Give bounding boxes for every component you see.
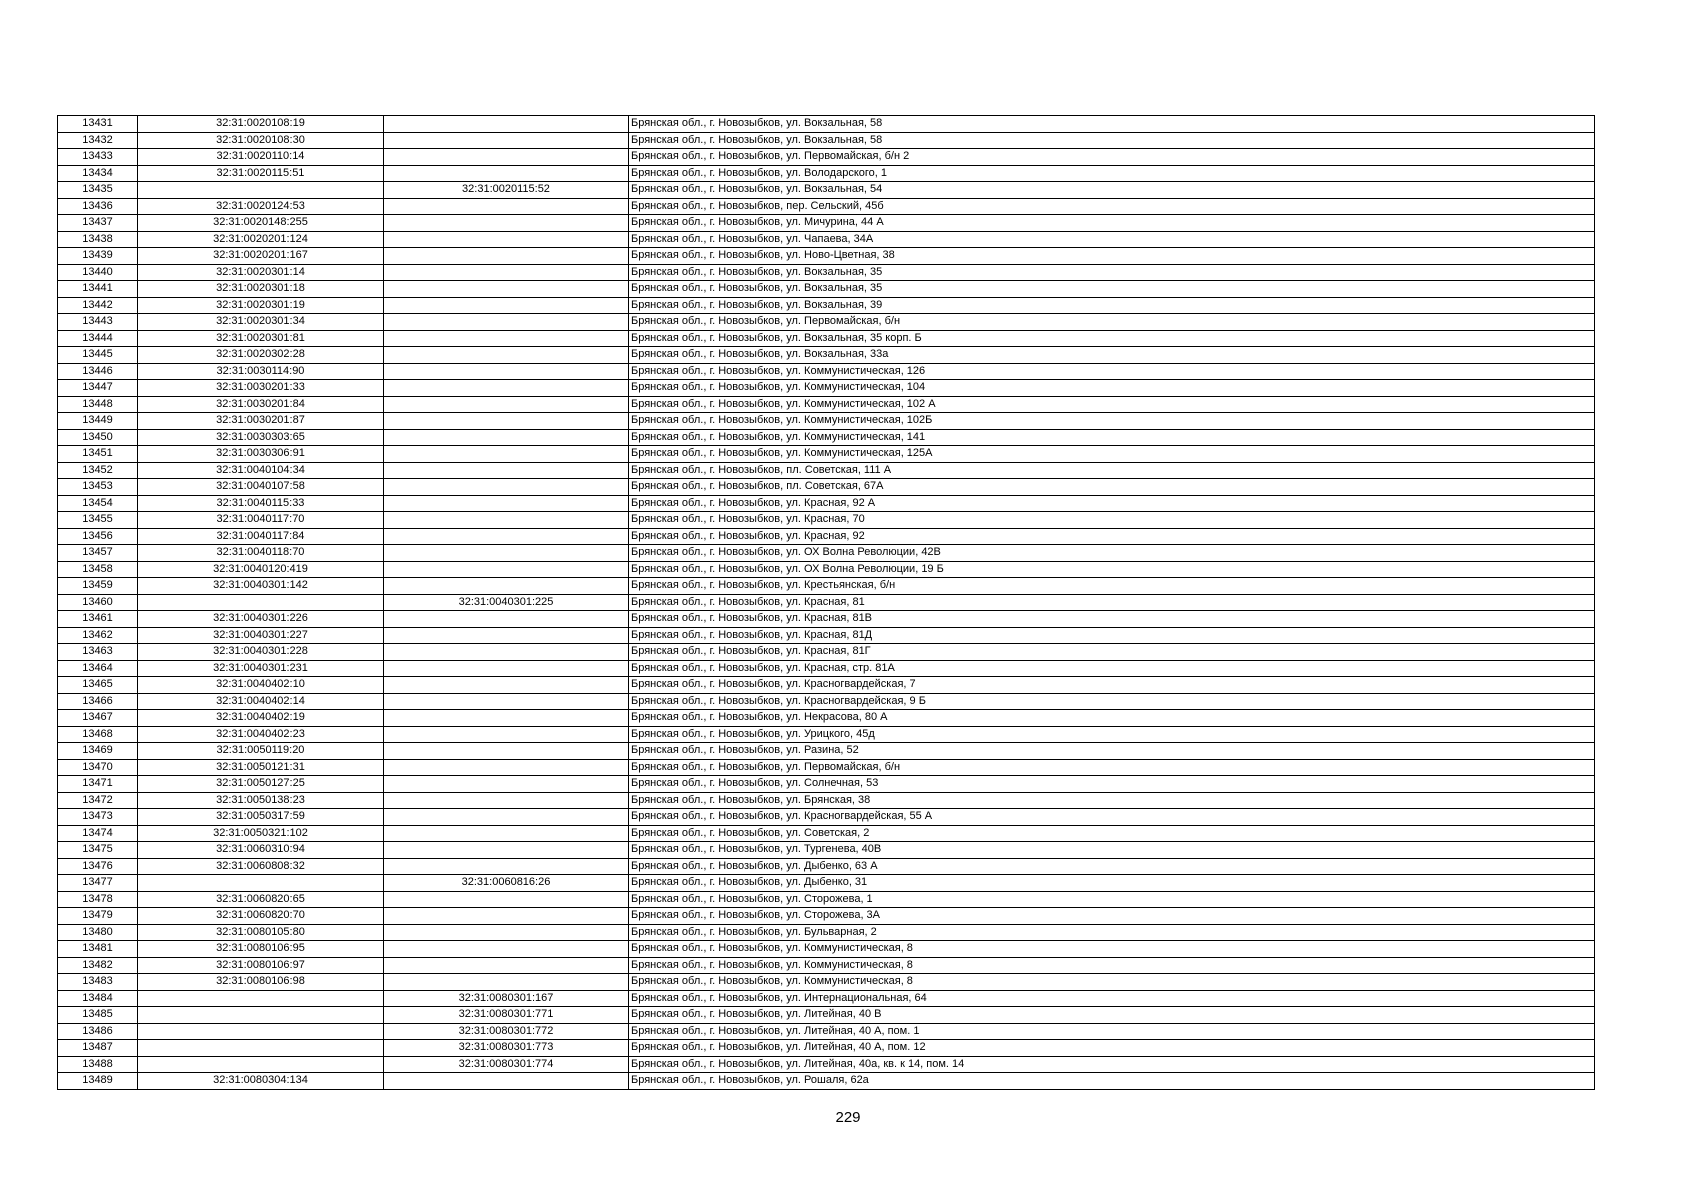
row-number-cell: 13466 bbox=[58, 693, 138, 710]
cadastral-number-cell: 32:31:0050127:25 bbox=[138, 776, 384, 793]
row-number-cell: 13453 bbox=[58, 479, 138, 496]
cadastral-number-cell: 32:31:0040301:228 bbox=[138, 644, 384, 661]
cadastral-number-cell: 32:31:0050121:31 bbox=[138, 759, 384, 776]
secondary-cadastral-number-cell bbox=[384, 627, 629, 644]
cadastral-number-cell: 32:31:0080105:80 bbox=[138, 924, 384, 941]
row-number-cell: 13431 bbox=[58, 116, 138, 133]
address-cell: Брянская обл., г. Новозыбков, ул. Дыбенко, 31 bbox=[629, 875, 1595, 892]
cadastral-number-cell: 32:31:0060310:94 bbox=[138, 842, 384, 859]
secondary-cadastral-number-cell bbox=[384, 941, 629, 958]
table-row bbox=[58, 743, 1595, 760]
address-cell: Брянская обл., г. Новозыбков, ул. Сторожева, 1 bbox=[629, 891, 1595, 908]
cadastral-number-cell: 32:31:0020201:167 bbox=[138, 248, 384, 265]
address-cell: Брянская обл., г. Новозыбков, ул. Брянская, 38 bbox=[629, 792, 1595, 809]
row-number-cell: 13446 bbox=[58, 363, 138, 380]
address-cell: Брянская обл., г. Новозыбков, ул. Вокзальная, 35 bbox=[629, 264, 1595, 281]
cadastral-number-cell: 32:31:0040402:19 bbox=[138, 710, 384, 727]
cadastral-number-cell: 32:31:0040402:14 bbox=[138, 693, 384, 710]
table-row bbox=[58, 380, 1595, 397]
table-row bbox=[58, 660, 1595, 677]
secondary-cadastral-number-cell bbox=[384, 842, 629, 859]
row-number-cell: 13454 bbox=[58, 495, 138, 512]
address-cell: Брянская обл., г. Новозыбков, ул. Вокзальная, 39 bbox=[629, 297, 1595, 314]
cadastral-number-cell bbox=[138, 182, 384, 199]
address-cell: Брянская обл., г. Новозыбков, ул. Красная, 81Г bbox=[629, 644, 1595, 661]
secondary-cadastral-number-cell bbox=[384, 132, 629, 149]
secondary-cadastral-number-cell bbox=[384, 908, 629, 925]
cadastral-number-cell: 32:31:0020124:53 bbox=[138, 198, 384, 215]
table-row bbox=[58, 809, 1595, 826]
address-cell: Брянская обл., г. Новозыбков, ул. Тургенева, 40В bbox=[629, 842, 1595, 859]
table-row bbox=[58, 1040, 1595, 1057]
table-row bbox=[58, 759, 1595, 776]
cadastral-number-cell: 32:31:0020301:34 bbox=[138, 314, 384, 331]
cadastral-number-cell bbox=[138, 1007, 384, 1024]
table-row bbox=[58, 528, 1595, 545]
row-number-cell: 13485 bbox=[58, 1007, 138, 1024]
address-cell: Брянская обл., г. Новозыбков, ул. Вокзальная, 58 bbox=[629, 116, 1595, 133]
table-row bbox=[58, 957, 1595, 974]
registry-table-body bbox=[58, 116, 1595, 1090]
address-cell: Брянская обл., г. Новозыбков, ул. Литейная, 40 А, пом. 1 bbox=[629, 1023, 1595, 1040]
cadastral-number-cell: 32:31:0020115:51 bbox=[138, 165, 384, 182]
address-cell: Брянская обл., г. Новозыбков, ул. Интернациональная, 64 bbox=[629, 990, 1595, 1007]
table-row bbox=[58, 1056, 1595, 1073]
address-cell: Брянская обл., г. Новозыбков, ул. Вокзальная, 35 bbox=[629, 281, 1595, 298]
row-number-cell: 13461 bbox=[58, 611, 138, 628]
secondary-cadastral-number-cell bbox=[384, 347, 629, 364]
secondary-cadastral-number-cell bbox=[384, 215, 629, 232]
address-cell: Брянская обл., г. Новозыбков, ул. Красная, 81Д bbox=[629, 627, 1595, 644]
row-number-cell: 13462 bbox=[58, 627, 138, 644]
cadastral-number-cell: 32:31:0020301:18 bbox=[138, 281, 384, 298]
secondary-cadastral-number-cell bbox=[384, 710, 629, 727]
secondary-cadastral-number-cell bbox=[384, 380, 629, 397]
address-cell: Брянская обл., г. Новозыбков, ул. Ново-Цветная, 38 bbox=[629, 248, 1595, 265]
row-number-cell: 13455 bbox=[58, 512, 138, 529]
row-number-cell: 13487 bbox=[58, 1040, 138, 1057]
secondary-cadastral-number-cell: 32:31:0040301:225 bbox=[384, 594, 629, 611]
table-row bbox=[58, 693, 1595, 710]
row-number-cell: 13459 bbox=[58, 578, 138, 595]
secondary-cadastral-number-cell bbox=[384, 743, 629, 760]
secondary-cadastral-number-cell: 32:31:0080301:167 bbox=[384, 990, 629, 1007]
row-number-cell: 13457 bbox=[58, 545, 138, 562]
address-cell: Брянская обл., г. Новозыбков, ул. Красная, 92 А bbox=[629, 495, 1595, 512]
address-cell: Брянская обл., г. Новозыбков, ул. Первомайская, б/н bbox=[629, 759, 1595, 776]
secondary-cadastral-number-cell bbox=[384, 545, 629, 562]
table-row bbox=[58, 627, 1595, 644]
row-number-cell: 13440 bbox=[58, 264, 138, 281]
table-row bbox=[58, 842, 1595, 859]
cadastral-number-cell bbox=[138, 1040, 384, 1057]
table-row bbox=[58, 1023, 1595, 1040]
secondary-cadastral-number-cell: 32:31:0060816:26 bbox=[384, 875, 629, 892]
cadastral-number-cell: 32:31:0040402:23 bbox=[138, 726, 384, 743]
table-row bbox=[58, 726, 1595, 743]
row-number-cell: 13465 bbox=[58, 677, 138, 694]
secondary-cadastral-number-cell bbox=[384, 281, 629, 298]
secondary-cadastral-number-cell bbox=[384, 512, 629, 529]
address-cell: Брянская обл., г. Новозыбков, пл. Советская, 67А bbox=[629, 479, 1595, 496]
row-number-cell: 13433 bbox=[58, 149, 138, 166]
address-cell: Брянская обл., г. Новозыбков, ул. Первомайская, б/н 2 bbox=[629, 149, 1595, 166]
row-number-cell: 13467 bbox=[58, 710, 138, 727]
address-cell: Брянская обл., г. Новозыбков, ул. Разина, 52 bbox=[629, 743, 1595, 760]
table-row bbox=[58, 231, 1595, 248]
table-row bbox=[58, 908, 1595, 925]
address-cell: Брянская обл., г. Новозыбков, ул. Вокзальная, 58 bbox=[629, 132, 1595, 149]
address-cell: Брянская обл., г. Новозыбков, ул. Красная, 81 bbox=[629, 594, 1595, 611]
cadastral-number-cell: 32:31:0050138:23 bbox=[138, 792, 384, 809]
address-cell: Брянская обл., г. Новозыбков, ул. Коммунистическая, 102Б bbox=[629, 413, 1595, 430]
address-cell: Брянская обл., г. Новозыбков, ул. Литейная, 40а, кв. к 14, пом. 14 bbox=[629, 1056, 1595, 1073]
cadastral-number-cell: 32:31:0030201:84 bbox=[138, 396, 384, 413]
table-row bbox=[58, 710, 1595, 727]
secondary-cadastral-number-cell bbox=[384, 726, 629, 743]
secondary-cadastral-number-cell: 32:31:0020115:52 bbox=[384, 182, 629, 199]
row-number-cell: 13437 bbox=[58, 215, 138, 232]
row-number-cell: 13460 bbox=[58, 594, 138, 611]
table-row bbox=[58, 429, 1595, 446]
table-row bbox=[58, 990, 1595, 1007]
secondary-cadastral-number-cell bbox=[384, 264, 629, 281]
cadastral-number-cell bbox=[138, 875, 384, 892]
table-row bbox=[58, 891, 1595, 908]
address-cell: Брянская обл., г. Новозыбков, пл. Советская, 111 А bbox=[629, 462, 1595, 479]
secondary-cadastral-number-cell bbox=[384, 858, 629, 875]
row-number-cell: 13447 bbox=[58, 380, 138, 397]
table-row bbox=[58, 545, 1595, 562]
table-row bbox=[58, 363, 1595, 380]
cadastral-number-cell: 32:31:0050321:102 bbox=[138, 825, 384, 842]
table-row bbox=[58, 198, 1595, 215]
secondary-cadastral-number-cell bbox=[384, 924, 629, 941]
cadastral-number-cell: 32:31:0040120:419 bbox=[138, 561, 384, 578]
secondary-cadastral-number-cell bbox=[384, 776, 629, 793]
table-row bbox=[58, 1073, 1595, 1090]
cadastral-number-cell: 32:31:0040117:84 bbox=[138, 528, 384, 545]
row-number-cell: 13486 bbox=[58, 1023, 138, 1040]
cadastral-number-cell: 32:31:0050119:20 bbox=[138, 743, 384, 760]
secondary-cadastral-number-cell bbox=[384, 677, 629, 694]
secondary-cadastral-number-cell bbox=[384, 429, 629, 446]
table-row bbox=[58, 561, 1595, 578]
cadastral-number-cell: 32:31:0020301:14 bbox=[138, 264, 384, 281]
address-cell: Брянская обл., г. Новозыбков, ул. Красная, 70 bbox=[629, 512, 1595, 529]
table-row bbox=[58, 248, 1595, 265]
address-cell: Брянская обл., г. Новозыбков, ул. Некрасова, 80 А bbox=[629, 710, 1595, 727]
row-number-cell: 13432 bbox=[58, 132, 138, 149]
secondary-cadastral-number-cell bbox=[384, 363, 629, 380]
secondary-cadastral-number-cell bbox=[384, 231, 629, 248]
secondary-cadastral-number-cell bbox=[384, 446, 629, 463]
address-cell: Брянская обл., г. Новозыбков, ул. ОХ Волна Революции, 42В bbox=[629, 545, 1595, 562]
address-cell: Брянская обл., г. Новозыбков, ул. Коммунистическая, 141 bbox=[629, 429, 1595, 446]
address-cell: Брянская обл., г. Новозыбков, ул. Коммунистическая, 102 А bbox=[629, 396, 1595, 413]
cadastral-number-cell: 32:31:0030114:90 bbox=[138, 363, 384, 380]
table-row bbox=[58, 215, 1595, 232]
cadastral-number-cell: 32:31:0040301:226 bbox=[138, 611, 384, 628]
address-cell: Брянская обл., г. Новозыбков, ул. Рошаля, 62а bbox=[629, 1073, 1595, 1090]
row-number-cell: 13435 bbox=[58, 182, 138, 199]
row-number-cell: 13449 bbox=[58, 413, 138, 430]
table-row bbox=[58, 792, 1595, 809]
row-number-cell: 13450 bbox=[58, 429, 138, 446]
secondary-cadastral-number-cell bbox=[384, 644, 629, 661]
row-number-cell: 13479 bbox=[58, 908, 138, 925]
cadastral-number-cell: 32:31:0020201:124 bbox=[138, 231, 384, 248]
table-row bbox=[58, 413, 1595, 430]
table-row bbox=[58, 611, 1595, 628]
row-number-cell: 13464 bbox=[58, 660, 138, 677]
secondary-cadastral-number-cell bbox=[384, 891, 629, 908]
secondary-cadastral-number-cell bbox=[384, 248, 629, 265]
row-number-cell: 13470 bbox=[58, 759, 138, 776]
row-number-cell: 13444 bbox=[58, 330, 138, 347]
secondary-cadastral-number-cell: 32:31:0080301:772 bbox=[384, 1023, 629, 1040]
address-cell: Брянская обл., г. Новозыбков, ул. Володарского, 1 bbox=[629, 165, 1595, 182]
address-cell: Брянская обл., г. Новозыбков, ул. Красногвардейская, 7 bbox=[629, 677, 1595, 694]
secondary-cadastral-number-cell bbox=[384, 1073, 629, 1090]
address-cell: Брянская обл., г. Новозыбков, ул. Дыбенко, 63 А bbox=[629, 858, 1595, 875]
table-row bbox=[58, 347, 1595, 364]
row-number-cell: 13482 bbox=[58, 957, 138, 974]
cadastral-number-cell: 32:31:0020301:81 bbox=[138, 330, 384, 347]
address-cell: Брянская обл., г. Новозыбков, ул. Сторожева, 3А bbox=[629, 908, 1595, 925]
row-number-cell: 13478 bbox=[58, 891, 138, 908]
cadastral-number-cell: 32:31:0080106:95 bbox=[138, 941, 384, 958]
address-cell: Брянская обл., г. Новозыбков, ул. Коммунистическая, 126 bbox=[629, 363, 1595, 380]
row-number-cell: 13480 bbox=[58, 924, 138, 941]
table-row bbox=[58, 264, 1595, 281]
row-number-cell: 13463 bbox=[58, 644, 138, 661]
row-number-cell: 13443 bbox=[58, 314, 138, 331]
address-cell: Брянская обл., г. Новозыбков, ул. Красная, 81В bbox=[629, 611, 1595, 628]
row-number-cell: 13477 bbox=[58, 875, 138, 892]
table-row bbox=[58, 644, 1595, 661]
row-number-cell: 13442 bbox=[58, 297, 138, 314]
secondary-cadastral-number-cell bbox=[384, 297, 629, 314]
table-row bbox=[58, 281, 1595, 298]
table-row bbox=[58, 330, 1595, 347]
row-number-cell: 13489 bbox=[58, 1073, 138, 1090]
row-number-cell: 13456 bbox=[58, 528, 138, 545]
row-number-cell: 13483 bbox=[58, 974, 138, 991]
cadastral-number-cell: 32:31:0040301:227 bbox=[138, 627, 384, 644]
address-cell: Брянская обл., г. Новозыбков, пер. Сельский, 45б bbox=[629, 198, 1595, 215]
table-row bbox=[58, 396, 1595, 413]
secondary-cadastral-number-cell bbox=[384, 974, 629, 991]
address-cell: Брянская обл., г. Новозыбков, ул. Крестьянская, б/н bbox=[629, 578, 1595, 595]
table-row bbox=[58, 776, 1595, 793]
address-cell: Брянская обл., г. Новозыбков, ул. Урицкого, 45д bbox=[629, 726, 1595, 743]
row-number-cell: 13474 bbox=[58, 825, 138, 842]
address-cell: Брянская обл., г. Новозыбков, ул. Красногвардейская, 9 Б bbox=[629, 693, 1595, 710]
row-number-cell: 13451 bbox=[58, 446, 138, 463]
table-row bbox=[58, 116, 1595, 133]
secondary-cadastral-number-cell: 32:31:0080301:773 bbox=[384, 1040, 629, 1057]
address-cell: Брянская обл., г. Новозыбков, ул. Красногвардейская, 55 А bbox=[629, 809, 1595, 826]
address-cell: Брянская обл., г. Новозыбков, ул. Чапаева, 34А bbox=[629, 231, 1595, 248]
cadastral-number-cell: 32:31:0080304:134 bbox=[138, 1073, 384, 1090]
secondary-cadastral-number-cell bbox=[384, 759, 629, 776]
cadastral-number-cell: 32:31:0060820:70 bbox=[138, 908, 384, 925]
table-row bbox=[58, 182, 1595, 199]
row-number-cell: 13436 bbox=[58, 198, 138, 215]
secondary-cadastral-number-cell bbox=[384, 809, 629, 826]
secondary-cadastral-number-cell bbox=[384, 528, 629, 545]
secondary-cadastral-number-cell bbox=[384, 578, 629, 595]
address-cell: Брянская обл., г. Новозыбков, ул. Вокзальная, 54 bbox=[629, 182, 1595, 199]
address-cell: Брянская обл., г. Новозыбков, ул. Коммунистическая, 104 bbox=[629, 380, 1595, 397]
secondary-cadastral-number-cell: 32:31:0080301:771 bbox=[384, 1007, 629, 1024]
cadastral-number-cell: 32:31:0030306:91 bbox=[138, 446, 384, 463]
address-cell: Брянская обл., г. Новозыбков, ул. Вокзальная, 33а bbox=[629, 347, 1595, 364]
row-number-cell: 13475 bbox=[58, 842, 138, 859]
address-cell: Брянская обл., г. Новозыбков, ул. Солнечная, 53 bbox=[629, 776, 1595, 793]
table-row bbox=[58, 314, 1595, 331]
address-cell: Брянская обл., г. Новозыбков, ул. Коммунистическая, 8 bbox=[629, 957, 1595, 974]
cadastral-number-cell: 32:31:0040301:231 bbox=[138, 660, 384, 677]
cadastral-number-cell: 32:31:0080106:97 bbox=[138, 957, 384, 974]
cadastral-number-cell: 32:31:0020148:255 bbox=[138, 215, 384, 232]
row-number-cell: 13434 bbox=[58, 165, 138, 182]
registry-table bbox=[57, 115, 1595, 1090]
row-number-cell: 13448 bbox=[58, 396, 138, 413]
cadastral-number-cell: 32:31:0030303:65 bbox=[138, 429, 384, 446]
cadastral-number-cell: 32:31:0020108:19 bbox=[138, 116, 384, 133]
row-number-cell: 13473 bbox=[58, 809, 138, 826]
secondary-cadastral-number-cell bbox=[384, 693, 629, 710]
cadastral-number-cell: 32:31:0060808:32 bbox=[138, 858, 384, 875]
cadastral-number-cell: 32:31:0040118:70 bbox=[138, 545, 384, 562]
table-row bbox=[58, 1007, 1595, 1024]
secondary-cadastral-number-cell bbox=[384, 330, 629, 347]
address-cell: Брянская обл., г. Новозыбков, ул. Литейная, 40 А, пом. 12 bbox=[629, 1040, 1595, 1057]
table-row bbox=[58, 446, 1595, 463]
address-cell: Брянская обл., г. Новозыбков, ул. Коммунистическая, 8 bbox=[629, 941, 1595, 958]
address-cell: Брянская обл., г. Новозыбков, ул. Первомайская, б/н bbox=[629, 314, 1595, 331]
address-cell: Брянская обл., г. Новозыбков, ул. Советская, 2 bbox=[629, 825, 1595, 842]
row-number-cell: 13452 bbox=[58, 462, 138, 479]
table-row bbox=[58, 677, 1595, 694]
cadastral-number-cell: 32:31:0020110:14 bbox=[138, 149, 384, 166]
row-number-cell: 13481 bbox=[58, 941, 138, 958]
row-number-cell: 13468 bbox=[58, 726, 138, 743]
table-row bbox=[58, 149, 1595, 166]
address-cell: Брянская обл., г. Новозыбков, ул. Красная, 92 bbox=[629, 528, 1595, 545]
table-row bbox=[58, 594, 1595, 611]
page-number: 229 bbox=[835, 1109, 861, 1126]
cadastral-number-cell: 32:31:0080106:98 bbox=[138, 974, 384, 991]
row-number-cell: 13458 bbox=[58, 561, 138, 578]
row-number-cell: 13472 bbox=[58, 792, 138, 809]
row-number-cell: 13441 bbox=[58, 281, 138, 298]
cadastral-number-cell: 32:31:0050317:59 bbox=[138, 809, 384, 826]
table-row bbox=[58, 875, 1595, 892]
table-row bbox=[58, 479, 1595, 496]
cadastral-number-cell: 32:31:0040115:33 bbox=[138, 495, 384, 512]
table-row bbox=[58, 495, 1595, 512]
cadastral-number-cell: 32:31:0020302:28 bbox=[138, 347, 384, 364]
cadastral-number-cell: 32:31:0040104:34 bbox=[138, 462, 384, 479]
secondary-cadastral-number-cell: 32:31:0080301:774 bbox=[384, 1056, 629, 1073]
address-cell: Брянская обл., г. Новозыбков, ул. Литейная, 40 В bbox=[629, 1007, 1595, 1024]
table-row bbox=[58, 132, 1595, 149]
secondary-cadastral-number-cell bbox=[384, 825, 629, 842]
secondary-cadastral-number-cell bbox=[384, 165, 629, 182]
table-row bbox=[58, 462, 1595, 479]
table-row bbox=[58, 165, 1595, 182]
address-cell: Брянская обл., г. Новозыбков, ул. Коммунистическая, 125А bbox=[629, 446, 1595, 463]
cadastral-number-cell: 32:31:0020108:30 bbox=[138, 132, 384, 149]
secondary-cadastral-number-cell bbox=[384, 660, 629, 677]
secondary-cadastral-number-cell bbox=[384, 957, 629, 974]
row-number-cell: 13469 bbox=[58, 743, 138, 760]
secondary-cadastral-number-cell bbox=[384, 396, 629, 413]
row-number-cell: 13438 bbox=[58, 231, 138, 248]
secondary-cadastral-number-cell bbox=[384, 413, 629, 430]
secondary-cadastral-number-cell bbox=[384, 314, 629, 331]
secondary-cadastral-number-cell bbox=[384, 149, 629, 166]
cadastral-number-cell: 32:31:0040117:70 bbox=[138, 512, 384, 529]
table-row bbox=[58, 941, 1595, 958]
table-row bbox=[58, 924, 1595, 941]
row-number-cell: 13484 bbox=[58, 990, 138, 1007]
cadastral-number-cell: 32:31:0030201:33 bbox=[138, 380, 384, 397]
address-cell: Брянская обл., г. Новозыбков, ул. Коммунистическая, 8 bbox=[629, 974, 1595, 991]
table-row bbox=[58, 297, 1595, 314]
cadastral-number-cell: 32:31:0020301:19 bbox=[138, 297, 384, 314]
cadastral-number-cell bbox=[138, 594, 384, 611]
cadastral-number-cell bbox=[138, 1023, 384, 1040]
cadastral-number-cell: 32:31:0040301:142 bbox=[138, 578, 384, 595]
row-number-cell: 13471 bbox=[58, 776, 138, 793]
cadastral-number-cell: 32:31:0040107:58 bbox=[138, 479, 384, 496]
secondary-cadastral-number-cell bbox=[384, 611, 629, 628]
table-row bbox=[58, 974, 1595, 991]
secondary-cadastral-number-cell bbox=[384, 479, 629, 496]
cadastral-number-cell bbox=[138, 990, 384, 1007]
address-cell: Брянская обл., г. Новозыбков, ул. Красная, стр. 81А bbox=[629, 660, 1595, 677]
row-number-cell: 13488 bbox=[58, 1056, 138, 1073]
table-row bbox=[58, 512, 1595, 529]
secondary-cadastral-number-cell bbox=[384, 561, 629, 578]
secondary-cadastral-number-cell bbox=[384, 495, 629, 512]
secondary-cadastral-number-cell bbox=[384, 792, 629, 809]
cadastral-number-cell: 32:31:0060820:65 bbox=[138, 891, 384, 908]
row-number-cell: 13476 bbox=[58, 858, 138, 875]
address-cell: Брянская обл., г. Новозыбков, ул. Бульварная, 2 bbox=[629, 924, 1595, 941]
table-row bbox=[58, 825, 1595, 842]
address-cell: Брянская обл., г. Новозыбков, ул. ОХ Волна Революции, 19 Б bbox=[629, 561, 1595, 578]
table-row bbox=[58, 858, 1595, 875]
secondary-cadastral-number-cell bbox=[384, 116, 629, 133]
secondary-cadastral-number-cell bbox=[384, 462, 629, 479]
cadastral-number-cell: 32:31:0040402:10 bbox=[138, 677, 384, 694]
secondary-cadastral-number-cell bbox=[384, 198, 629, 215]
row-number-cell: 13445 bbox=[58, 347, 138, 364]
row-number-cell: 13439 bbox=[58, 248, 138, 265]
address-cell: Брянская обл., г. Новозыбков, ул. Мичурина, 44 А bbox=[629, 215, 1595, 232]
cadastral-number-cell bbox=[138, 1056, 384, 1073]
table-row bbox=[58, 578, 1595, 595]
address-cell: Брянская обл., г. Новозыбков, ул. Вокзальная, 35 корп. Б bbox=[629, 330, 1595, 347]
cadastral-number-cell: 32:31:0030201:87 bbox=[138, 413, 384, 430]
